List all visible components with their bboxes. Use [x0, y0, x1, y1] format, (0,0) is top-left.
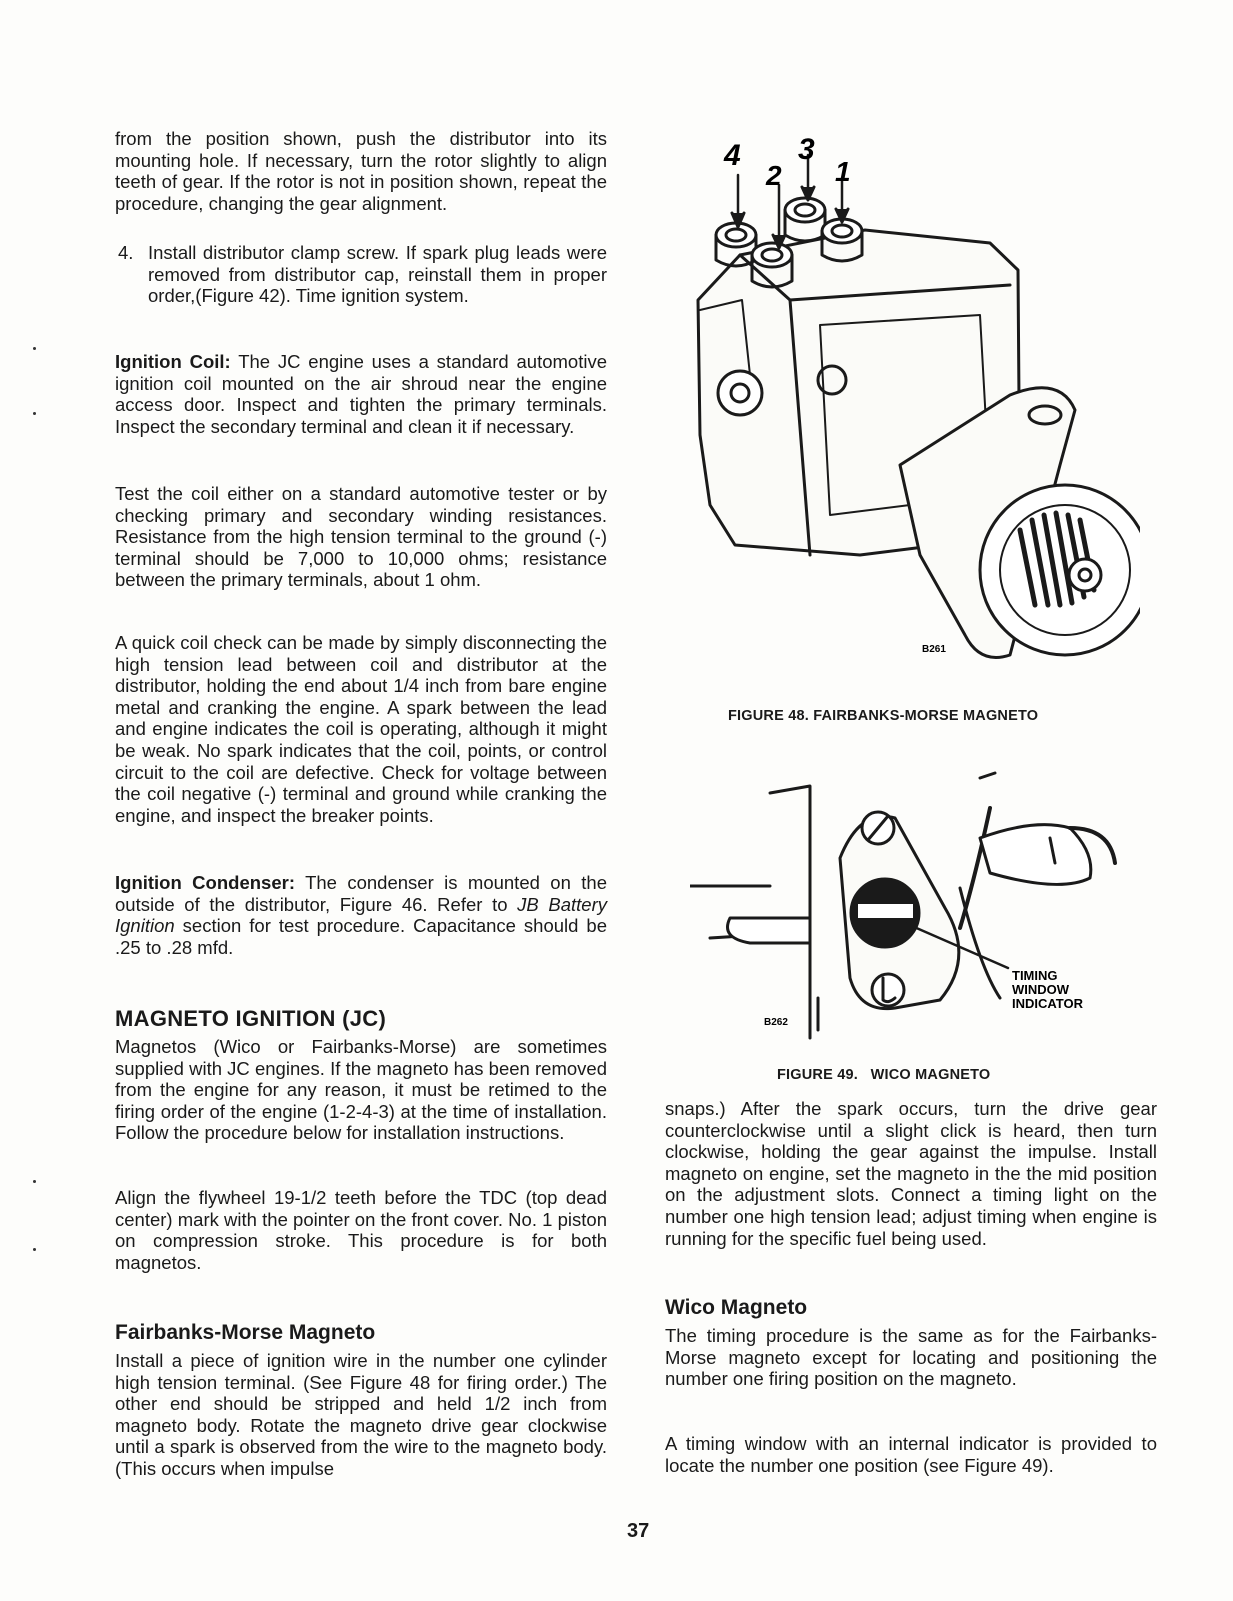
wico-paragraph-1: The timing procedure is the same as for the Fairbanks-Morse magneto except for locating and positioning the number one firing position on the magneto.: [665, 1325, 1157, 1390]
label-3: 3: [798, 135, 815, 166]
fairbanks-morse-paragraph: Install a piece of ignition wire in the number one cylinder high tension terminal. (See Figure 48 for firing order.) The other end should be stripped and held 1/2 inch from magneto body. Rotate the magneto drive gear clockwise until a spark is observed from the wire to the magneto body. (This occurs when impulse: [115, 1350, 607, 1479]
step-number: 4.: [118, 242, 134, 263]
figure-48-illustration: [680, 135, 1140, 680]
figure-49-illustration: [690, 768, 1120, 1058]
ignition-condenser-lead: Ignition Condenser:: [115, 872, 295, 893]
coil-test-paragraph: Test the coil either on a standard automotive tester or by checking primary and secondary winding resistances. Resistance from the high tension terminal to the ground (-) terminal should be 7,000 to 10,000 ohms; resistance between the primary terminals, about 1 ohm.: [115, 483, 607, 591]
scan-speck: [33, 1248, 36, 1251]
label-1: 1: [835, 156, 851, 187]
terminal-3: [785, 198, 825, 241]
figure-49-caption: FIGURE 49. WICO MAGNETO: [777, 1067, 991, 1083]
label-4: 4: [724, 139, 741, 172]
figure-48-caption: FIGURE 48. FAIRBANKS-MORSE MAGNETO: [728, 708, 1039, 724]
figure-49-code: B262: [764, 1017, 788, 1028]
flywheel-align-paragraph: Align the flywheel 19-1/2 teeth before the TDC (top dead center) mark with the pointer on the front cover. No. 1 piston on compression stroke. This procedure is for both magnetos.: [115, 1187, 607, 1273]
ignition-coil-section: [115, 351, 607, 437]
wico-magneto-heading: Wico Magneto: [665, 1296, 808, 1319]
scan-speck: [33, 347, 36, 350]
step-text: Install distributor clamp screw. If spark plug leads were removed from distributor cap, reinstall them in proper order,(Figure 42). Time ignition system.: [148, 242, 607, 307]
fairbanks-morse-heading: Fairbanks-Morse Magneto: [115, 1321, 376, 1344]
ignition-coil-lead: Ignition Coil:: [115, 351, 231, 372]
page-number: 37: [627, 1520, 650, 1542]
callout-indicator: INDICATOR: [1012, 996, 1084, 1011]
step-4: [115, 242, 607, 307]
ignition-condenser-section: Ignition Condenser: The condenser is mounted on the outside of the distributor, Figure 46. Refer to JB Battery Ignition section for test procedure. Capacitance should be .25 to .28 mfd.: [115, 872, 608, 958]
scan-speck: [33, 1180, 36, 1183]
ignition-coil-intro: Ignition Coil: The JC engine uses a standard automotive ignition coil mounted on the air shroud near the engine access door. Inspect and tighten the primary terminals. Inspect the secondary terminal and clean it if necessary.: [115, 351, 607, 437]
label-2: 2: [766, 160, 782, 191]
continuation-paragraph: from the position shown, push the distributor into its mounting hole. If necessary, turn the rotor slightly to align teeth of gear. If the rotor is not in position shown, repeat the procedure, changing the gear alignment.: [115, 128, 607, 214]
scan-speck: [33, 412, 36, 415]
callout-timing: TIMING: [1012, 968, 1058, 983]
figure-48-code: B261: [922, 644, 946, 655]
quick-coil-check-paragraph: A quick coil check can be made by simply disconnecting the high tension lead between coil and distributor at the distributor, holding the end about 1/4 inch from bare engine metal and cranking the engine. A spark between the lead and engine indicates the coil is operating, although it might be weak. No spark indicates that the coil, points, or control circuit to the coil are defective. Check for voltage between the coil negative (-) terminal and ground while cranking the engine, and inspect the breaker points.: [115, 632, 607, 826]
jb-battery-ignition-ref: JB Battery Ignition: [115, 893, 607, 937]
magneto-ignition-heading: MAGNETO IGNITION (JC): [115, 1006, 387, 1031]
wico-paragraph-2: A timing window with an internal indicator is provided to locate the number one position (see Figure 49).: [665, 1433, 1157, 1476]
callout-window: WINDOW: [1012, 982, 1070, 997]
fairbanks-morse-continued: snaps.) After the spark occurs, turn the drive gear counterclockwise until a slight click is heard, then turn clockwise, holding the gear against the impulse. Install magneto on engine, set the magneto in the the mid position on the adjustment slots. Connect a timing light on the number one high tension lead; adjust timing when engine is running for the specific fuel being used.: [665, 1098, 1157, 1249]
magneto-intro-paragraph: Magnetos (Wico or Fairbanks-Morse) are sometimes supplied with JC engines. If the magneto has been removed from the engine for any reason, it must be retimed to the firing order of the engine (1-2-4-3) at the time of installation. Follow the procedure below for installation instructions.: [115, 1036, 607, 1144]
